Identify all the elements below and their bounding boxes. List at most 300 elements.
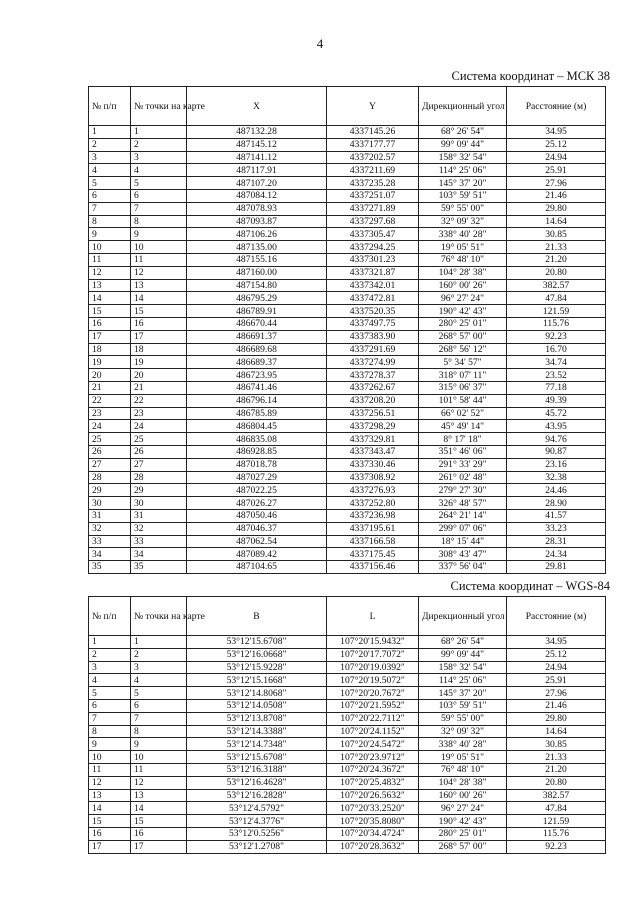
cell-direction-angle: 114° 25' 06" xyxy=(419,674,507,687)
cell-point-number: 35 xyxy=(131,561,187,574)
cell-coord-2: 4337297.68 xyxy=(327,215,419,228)
cell-row-number: 2 xyxy=(89,648,131,661)
table-row xyxy=(89,789,606,802)
cell-point-number: 21 xyxy=(131,381,187,394)
cell-row-number: 3 xyxy=(89,151,131,164)
cell-distance: 382.57 xyxy=(507,279,606,292)
cell-coord-2: 4337497.75 xyxy=(327,317,419,330)
cell-direction-angle: 337° 56' 04" xyxy=(419,561,507,574)
cell-row-number: 13 xyxy=(89,279,131,292)
cell-distance: 34.74 xyxy=(507,356,606,369)
cell-distance: 121.59 xyxy=(507,815,606,828)
cell-distance: 20.80 xyxy=(507,776,606,789)
cell-coord-1: 486785.89 xyxy=(187,407,327,420)
cell-row-number: 23 xyxy=(89,407,131,420)
cell-direction-angle: 160° 00' 26" xyxy=(419,789,507,802)
cell-distance: 41.57 xyxy=(507,509,606,522)
cell-direction-angle: 99° 09' 44" xyxy=(419,138,507,151)
cell-row-number: 7 xyxy=(89,202,131,215)
cell-distance: 47.84 xyxy=(507,292,606,305)
cell-distance: 27.96 xyxy=(507,177,606,190)
cell-direction-angle: 68° 26' 54" xyxy=(419,636,507,649)
header-row-number: № п/п xyxy=(89,597,131,636)
cell-row-number: 32 xyxy=(89,522,131,535)
cell-direction-angle: 104° 28' 38" xyxy=(419,776,507,789)
cell-direction-angle: 326° 48' 57" xyxy=(419,497,507,510)
table2-system-title: Система координат – WGS-84 xyxy=(450,579,610,593)
cell-direction-angle: 103° 59' 51" xyxy=(419,189,507,202)
cell-row-number: 5 xyxy=(89,687,131,700)
cell-coord-2: 4337262.67 xyxy=(327,381,419,394)
cell-point-number: 28 xyxy=(131,471,187,484)
cell-coord-2: 4337520.35 xyxy=(327,305,419,318)
cell-point-number: 5 xyxy=(131,687,187,700)
cell-direction-angle: 261° 02' 48" xyxy=(419,471,507,484)
table-row xyxy=(89,535,606,548)
cell-direction-angle: 190° 42' 43" xyxy=(419,305,507,318)
cell-point-number: 17 xyxy=(131,840,187,853)
cell-coord-2: 107°20'21.5952" xyxy=(327,699,419,712)
cell-direction-angle: 190° 42' 43" xyxy=(419,815,507,828)
cell-direction-angle: 32° 09' 32" xyxy=(419,725,507,738)
cell-point-number: 6 xyxy=(131,189,187,202)
cell-distance: 115.76 xyxy=(507,317,606,330)
cell-point-number: 19 xyxy=(131,356,187,369)
table-row xyxy=(89,648,606,661)
cell-coord-1: 53°12'16.4628" xyxy=(187,776,327,789)
cell-coord-1: 53°12'14.3388" xyxy=(187,725,327,738)
cell-row-number: 4 xyxy=(89,674,131,687)
cell-coord-2: 107°20'33.2520" xyxy=(327,802,419,815)
cell-direction-angle: 158° 32' 54" xyxy=(419,151,507,164)
table-row xyxy=(89,266,606,279)
cell-coord-1: 487026.27 xyxy=(187,497,327,510)
cell-point-number: 4 xyxy=(131,164,187,177)
cell-direction-angle: 318° 07' 11" xyxy=(419,369,507,382)
cell-direction-angle: 299° 07' 06" xyxy=(419,522,507,535)
cell-coord-1: 486723.95 xyxy=(187,369,327,382)
cell-row-number: 28 xyxy=(89,471,131,484)
cell-distance: 77.18 xyxy=(507,381,606,394)
table-row xyxy=(89,177,606,190)
table-row xyxy=(89,138,606,151)
cell-coord-1: 53°12'13.8708" xyxy=(187,712,327,725)
cell-coord-2: 4337321.87 xyxy=(327,266,419,279)
cell-coord-1: 53°12'16.2828" xyxy=(187,789,327,802)
cell-coord-2: 4337291.69 xyxy=(327,343,419,356)
cell-coord-1: 487132.28 xyxy=(187,126,327,139)
table-row xyxy=(89,330,606,343)
cell-coord-1: 486689.68 xyxy=(187,343,327,356)
cell-direction-angle: 291° 33' 29" xyxy=(419,458,507,471)
cell-coord-2: 4337177.77 xyxy=(327,138,419,151)
cell-coord-2: 4337208.20 xyxy=(327,394,419,407)
table-row xyxy=(89,164,606,177)
cell-coord-1: 487104.65 xyxy=(187,561,327,574)
cell-point-number: 11 xyxy=(131,763,187,776)
cell-coord-2: 4337278.37 xyxy=(327,369,419,382)
cell-direction-angle: 96° 27' 24" xyxy=(419,802,507,815)
cell-coord-1: 487107.20 xyxy=(187,177,327,190)
table-row xyxy=(89,725,606,738)
cell-distance: 24.46 xyxy=(507,484,606,497)
cell-row-number: 15 xyxy=(89,815,131,828)
cell-row-number: 29 xyxy=(89,484,131,497)
cell-point-number: 18 xyxy=(131,343,187,356)
cell-row-number: 20 xyxy=(89,369,131,382)
cell-row-number: 5 xyxy=(89,177,131,190)
header-point-number: № точки на карте xyxy=(131,597,187,636)
cell-coord-2: 4337202.57 xyxy=(327,151,419,164)
cell-point-number: 15 xyxy=(131,305,187,318)
cell-distance: 30.85 xyxy=(507,228,606,241)
cell-point-number: 33 xyxy=(131,535,187,548)
cell-distance: 24.94 xyxy=(507,661,606,674)
cell-coord-2: 4337472.81 xyxy=(327,292,419,305)
cell-point-number: 3 xyxy=(131,151,187,164)
cell-coord-2: 4337256.51 xyxy=(327,407,419,420)
cell-coord-1: 53°12'14.7348" xyxy=(187,738,327,751)
cell-direction-angle: 158° 32' 54" xyxy=(419,661,507,674)
cell-coord-1: 486804.45 xyxy=(187,420,327,433)
cell-distance: 16.70 xyxy=(507,343,606,356)
table-row xyxy=(89,674,606,687)
cell-row-number: 8 xyxy=(89,725,131,738)
cell-row-number: 17 xyxy=(89,330,131,343)
cell-row-number: 19 xyxy=(89,356,131,369)
cell-coord-2: 107°20'19.5072" xyxy=(327,674,419,687)
cell-direction-angle: 103° 59' 51" xyxy=(419,699,507,712)
table-row xyxy=(89,369,606,382)
cell-point-number: 7 xyxy=(131,712,187,725)
cell-coord-2: 4337342.01 xyxy=(327,279,419,292)
cell-distance: 92.23 xyxy=(507,840,606,853)
cell-coord-2: 4337252.80 xyxy=(327,497,419,510)
cell-row-number: 7 xyxy=(89,712,131,725)
cell-direction-angle: 18° 15' 44" xyxy=(419,535,507,548)
cell-coord-1: 487141.12 xyxy=(187,151,327,164)
cell-coord-2: 4337298.29 xyxy=(327,420,419,433)
table-row xyxy=(89,815,606,828)
cell-direction-angle: 19° 05' 51" xyxy=(419,241,507,254)
table-row xyxy=(89,317,606,330)
table-row xyxy=(89,776,606,789)
cell-direction-angle: 5° 34' 57" xyxy=(419,356,507,369)
cell-coord-2: 107°20'26.5632" xyxy=(327,789,419,802)
table-row xyxy=(89,356,606,369)
table1-system-title: Система координат – МСК 38 xyxy=(451,69,610,83)
header-y: Y xyxy=(327,87,419,126)
cell-direction-angle: 59° 55' 00" xyxy=(419,712,507,725)
cell-point-number: 2 xyxy=(131,138,187,151)
cell-point-number: 13 xyxy=(131,789,187,802)
cell-coord-2: 107°20'24.3672" xyxy=(327,763,419,776)
cell-coord-1: 53°12'15.9228" xyxy=(187,661,327,674)
cell-distance: 382.57 xyxy=(507,789,606,802)
header-distance: Расстояние (м) xyxy=(507,87,606,126)
cell-point-number: 5 xyxy=(131,177,187,190)
cell-row-number: 35 xyxy=(89,561,131,574)
cell-distance: 25.12 xyxy=(507,138,606,151)
table-row xyxy=(89,305,606,318)
cell-direction-angle: 145° 37' 20" xyxy=(419,687,507,700)
cell-coord-1: 486670.44 xyxy=(187,317,327,330)
cell-direction-angle: 279° 27' 30" xyxy=(419,484,507,497)
cell-coord-2: 4337175.45 xyxy=(327,548,419,561)
cell-point-number: 10 xyxy=(131,751,187,764)
cell-coord-2: 107°20'25.4832" xyxy=(327,776,419,789)
cell-row-number: 11 xyxy=(89,253,131,266)
cell-coord-1: 53°12'14.8068" xyxy=(187,687,327,700)
cell-row-number: 9 xyxy=(89,228,131,241)
cell-point-number: 24 xyxy=(131,420,187,433)
cell-coord-2: 4337166.58 xyxy=(327,535,419,548)
table-row xyxy=(89,126,606,139)
cell-coord-1: 53°12'16.0668" xyxy=(187,648,327,661)
table-row xyxy=(89,151,606,164)
cell-row-number: 1 xyxy=(89,636,131,649)
cell-point-number: 2 xyxy=(131,648,187,661)
cell-coord-1: 53°12'14.0508" xyxy=(187,699,327,712)
cell-distance: 92.23 xyxy=(507,330,606,343)
cell-direction-angle: 268° 56' 12" xyxy=(419,343,507,356)
cell-distance: 20.80 xyxy=(507,266,606,279)
cell-distance: 24.94 xyxy=(507,151,606,164)
cell-coord-2: 107°20'28.3632" xyxy=(327,840,419,853)
cell-row-number: 14 xyxy=(89,802,131,815)
cell-point-number: 3 xyxy=(131,661,187,674)
cell-coord-2: 4337305.47 xyxy=(327,228,419,241)
cell-row-number: 9 xyxy=(89,738,131,751)
cell-row-number: 16 xyxy=(89,317,131,330)
cell-row-number: 1 xyxy=(89,126,131,139)
table-row xyxy=(89,699,606,712)
cell-distance: 21.46 xyxy=(507,189,606,202)
table-row xyxy=(89,509,606,522)
cell-point-number: 14 xyxy=(131,292,187,305)
table-row xyxy=(89,407,606,420)
cell-row-number: 13 xyxy=(89,789,131,802)
table-row xyxy=(89,471,606,484)
cell-distance: 29.80 xyxy=(507,202,606,215)
cell-coord-2: 107°20'24.1152" xyxy=(327,725,419,738)
table-row xyxy=(89,394,606,407)
cell-direction-angle: 268° 57' 00" xyxy=(419,330,507,343)
cell-point-number: 1 xyxy=(131,636,187,649)
cell-row-number: 15 xyxy=(89,305,131,318)
cell-row-number: 12 xyxy=(89,776,131,789)
header-latitude: B xyxy=(187,597,327,636)
table-row xyxy=(89,420,606,433)
cell-direction-angle: 280° 25' 01" xyxy=(419,317,507,330)
cell-row-number: 11 xyxy=(89,763,131,776)
table-row xyxy=(89,189,606,202)
cell-point-number: 12 xyxy=(131,266,187,279)
cell-coord-2: 4337274.99 xyxy=(327,356,419,369)
coordinates-table-wgs84 xyxy=(88,596,606,854)
cell-coord-1: 487145.12 xyxy=(187,138,327,151)
cell-point-number: 8 xyxy=(131,215,187,228)
cell-point-number: 23 xyxy=(131,407,187,420)
cell-point-number: 16 xyxy=(131,827,187,840)
cell-coord-1: 53°12'15.6708" xyxy=(187,636,327,649)
cell-distance: 29.80 xyxy=(507,712,606,725)
cell-point-number: 17 xyxy=(131,330,187,343)
cell-coord-1: 487154.80 xyxy=(187,279,327,292)
cell-coord-1: 487046.37 xyxy=(187,522,327,535)
cell-coord-2: 4337276.93 xyxy=(327,484,419,497)
cell-direction-angle: 315° 06' 37" xyxy=(419,381,507,394)
cell-coord-1: 486928.85 xyxy=(187,445,327,458)
cell-distance: 34.95 xyxy=(507,636,606,649)
cell-point-number: 16 xyxy=(131,317,187,330)
cell-coord-2: 4337251.07 xyxy=(327,189,419,202)
cell-direction-angle: 76° 48' 10" xyxy=(419,763,507,776)
cell-row-number: 10 xyxy=(89,241,131,254)
table-row xyxy=(89,802,606,815)
table-header-row xyxy=(89,87,606,126)
cell-point-number: 13 xyxy=(131,279,187,292)
cell-row-number: 24 xyxy=(89,420,131,433)
cell-coord-1: 487027.29 xyxy=(187,471,327,484)
cell-coord-1: 53°12'0.5256" xyxy=(187,827,327,840)
cell-coord-1: 53°12'15.1668" xyxy=(187,674,327,687)
cell-row-number: 10 xyxy=(89,751,131,764)
cell-point-number: 25 xyxy=(131,433,187,446)
cell-row-number: 12 xyxy=(89,266,131,279)
cell-direction-angle: 45° 49' 14" xyxy=(419,420,507,433)
table-row xyxy=(89,279,606,292)
cell-point-number: 32 xyxy=(131,522,187,535)
table-row xyxy=(89,687,606,700)
cell-coord-2: 4337301.23 xyxy=(327,253,419,266)
table-row xyxy=(89,561,606,574)
cell-distance: 34.95 xyxy=(507,126,606,139)
table-row xyxy=(89,215,606,228)
table-row xyxy=(89,763,606,776)
cell-coord-2: 4337330.46 xyxy=(327,458,419,471)
cell-coord-1: 487155.16 xyxy=(187,253,327,266)
cell-coord-2: 107°20'19.0392" xyxy=(327,661,419,674)
cell-coord-2: 107°20'35.8080" xyxy=(327,815,419,828)
header-direction-angle: Дирекционный угол xyxy=(419,597,507,636)
table-row xyxy=(89,548,606,561)
table-row xyxy=(89,484,606,497)
cell-coord-2: 4337156.46 xyxy=(327,561,419,574)
cell-coord-2: 107°20'22.7112" xyxy=(327,712,419,725)
cell-distance: 27.96 xyxy=(507,687,606,700)
cell-distance: 23.52 xyxy=(507,369,606,382)
cell-coord-2: 4337271.89 xyxy=(327,202,419,215)
table-row xyxy=(89,636,606,649)
cell-coord-1: 486689.37 xyxy=(187,356,327,369)
table-row xyxy=(89,827,606,840)
cell-coord-1: 486691.37 xyxy=(187,330,327,343)
cell-coord-1: 487160.00 xyxy=(187,266,327,279)
cell-distance: 14.64 xyxy=(507,725,606,738)
cell-direction-angle: 19° 05' 51" xyxy=(419,751,507,764)
cell-row-number: 3 xyxy=(89,661,131,674)
cell-point-number: 11 xyxy=(131,253,187,266)
cell-distance: 29.81 xyxy=(507,561,606,574)
cell-point-number: 31 xyxy=(131,509,187,522)
table-header-row xyxy=(89,597,606,636)
cell-row-number: 26 xyxy=(89,445,131,458)
cell-coord-2: 4337329.81 xyxy=(327,433,419,446)
cell-coord-1: 53°12'4.3776" xyxy=(187,815,327,828)
cell-coord-1: 487117.91 xyxy=(187,164,327,177)
cell-coord-2: 107°20'17.7072" xyxy=(327,648,419,661)
cell-point-number: 6 xyxy=(131,699,187,712)
cell-row-number: 31 xyxy=(89,509,131,522)
cell-distance: 30.85 xyxy=(507,738,606,751)
header-distance: Расстояние (м) xyxy=(507,597,606,636)
cell-direction-angle: 32° 09' 32" xyxy=(419,215,507,228)
cell-distance: 25.12 xyxy=(507,648,606,661)
cell-distance: 49.39 xyxy=(507,394,606,407)
cell-point-number: 20 xyxy=(131,369,187,382)
cell-direction-angle: 59° 55' 00" xyxy=(419,202,507,215)
cell-direction-angle: 338° 40' 28" xyxy=(419,228,507,241)
cell-row-number: 30 xyxy=(89,497,131,510)
cell-distance: 21.33 xyxy=(507,751,606,764)
table-row xyxy=(89,292,606,305)
cell-point-number: 15 xyxy=(131,815,187,828)
cell-direction-angle: 338° 40' 28" xyxy=(419,738,507,751)
cell-coord-1: 53°12'4.5792" xyxy=(187,802,327,815)
cell-coord-1: 487018.78 xyxy=(187,458,327,471)
cell-coord-1: 486795.29 xyxy=(187,292,327,305)
header-longitude: L xyxy=(327,597,419,636)
table-row xyxy=(89,522,606,535)
table-row xyxy=(89,712,606,725)
table-row xyxy=(89,202,606,215)
cell-direction-angle: 68° 26' 54" xyxy=(419,126,507,139)
table-row xyxy=(89,381,606,394)
cell-coord-1: 487106.26 xyxy=(187,228,327,241)
cell-distance: 21.33 xyxy=(507,241,606,254)
table-row xyxy=(89,738,606,751)
cell-coord-1: 487089.42 xyxy=(187,548,327,561)
table-row xyxy=(89,241,606,254)
cell-point-number: 8 xyxy=(131,725,187,738)
cell-distance: 45.72 xyxy=(507,407,606,420)
cell-row-number: 21 xyxy=(89,381,131,394)
cell-point-number: 12 xyxy=(131,776,187,789)
cell-direction-angle: 351° 46' 06" xyxy=(419,445,507,458)
cell-point-number: 1 xyxy=(131,126,187,139)
cell-point-number: 34 xyxy=(131,548,187,561)
cell-distance: 115.76 xyxy=(507,827,606,840)
cell-coord-1: 486835.08 xyxy=(187,433,327,446)
cell-coord-1: 53°12'1.2708" xyxy=(187,840,327,853)
cell-coord-1: 486741.46 xyxy=(187,381,327,394)
cell-coord-2: 4337211.69 xyxy=(327,164,419,177)
cell-direction-angle: 264° 21' 14" xyxy=(419,509,507,522)
header-point-number: № точки на карте xyxy=(131,87,187,126)
cell-coord-2: 107°20'20.7672" xyxy=(327,687,419,700)
cell-distance: 24.34 xyxy=(507,548,606,561)
table-row xyxy=(89,497,606,510)
cell-point-number: 14 xyxy=(131,802,187,815)
cell-direction-angle: 308° 43' 47" xyxy=(419,548,507,561)
coordinates-table-msk38 xyxy=(88,86,606,574)
table-row xyxy=(89,228,606,241)
cell-coord-2: 4337236.98 xyxy=(327,509,419,522)
cell-distance: 28.90 xyxy=(507,497,606,510)
cell-row-number: 2 xyxy=(89,138,131,151)
cell-coord-1: 487062.54 xyxy=(187,535,327,548)
